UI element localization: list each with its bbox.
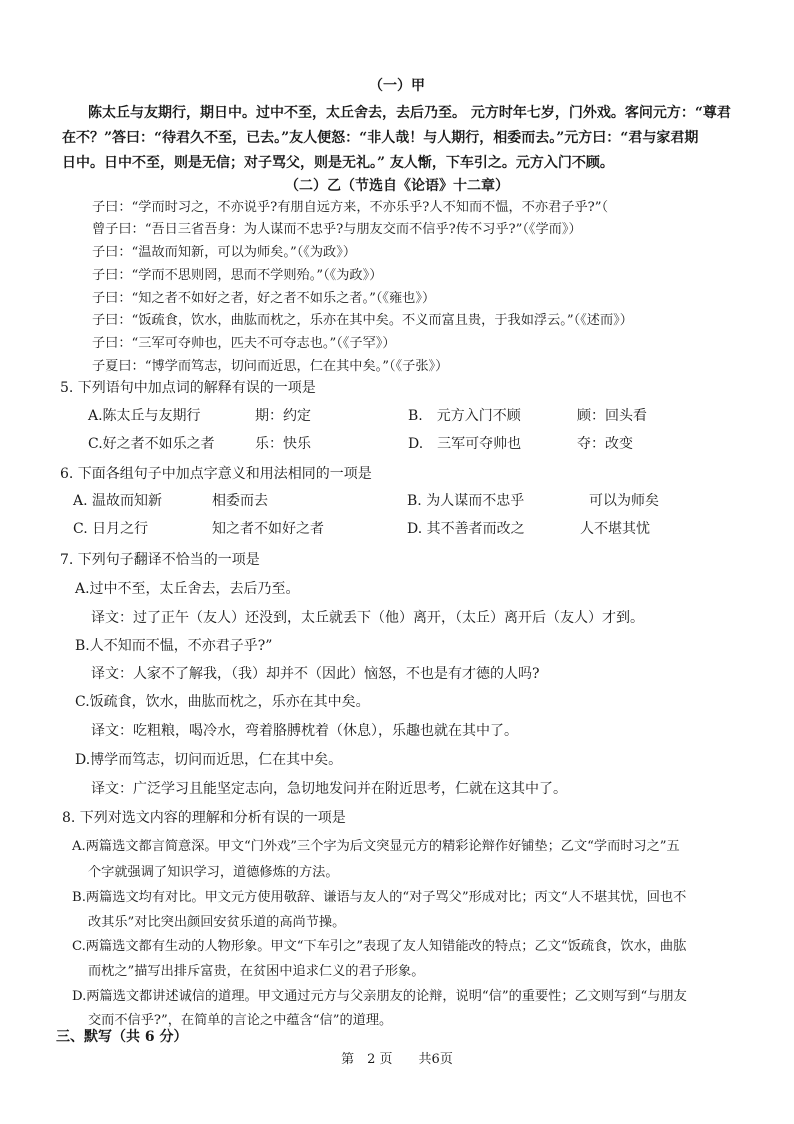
q7-sentence-d: D.博学而笃志，切问而近思，仁在其中矣。 [75,752,343,768]
passage-b-line: 子夏曰：“博学而笃志，切问而近思，仁在其中矣。”（《子张》） [92,359,449,374]
q7-sentence-b: B.人不知而不愠，不亦君子乎?” [75,638,273,654]
passage-b-line: 子曰：“饭疏食，饮水，曲肱而枕之，乐亦在其中矣。不义而富且贵，于我如浮云。”（《述而》） [92,313,633,328]
q6-option-b-compare: 可以为师矣 [589,493,659,509]
q6-option-a-compare: 相委而去 [212,493,268,509]
question-6-stem: 6. 下面各组句子中加点字意义和用法相同的一项是 [60,466,372,482]
passage-a-line: 在不？”答曰：“待君久不至，已去。”友人便怒：“非人哉！与人期行，相委而去。”元方曰：“君与家君期 [62,130,699,146]
q6-option-d-compare: 人不堪其忧 [580,521,650,537]
q7-translation-d: 译文：广泛学习且能坚定志向，急切地发问并在附近思考，仁就在这其中了。 [91,781,567,797]
page-footer: 第 2 页 共6页 [341,1052,453,1067]
q5-option-c-gloss: 乐：快乐 [255,436,311,452]
passage-b-line: 子曰：“三军可夺帅也，匹夫不可夺志也。”（《子罕》） [92,336,396,351]
q6-option-c-compare: 知之者不如好之者 [212,521,324,537]
q6-option-b: B. 为人谋而不忠乎 [407,493,525,509]
q5-option-c: C.好之者不如乐之者 [88,436,215,452]
question-5-stem: 5. 下列语句中加点词的解释有误的一项是 [60,380,316,396]
passage-a-line: 陈太丘与友期行，期日中。过中不至，太丘舍去，去后乃至。 元方时年七岁，门外戏。客问元方：“尊君 [88,105,731,121]
passage-b-line: 曾子曰：“吾日三省吾身：为人谋而不忠乎?与朋友交而不信乎?传不习乎?”（《学而》） [92,222,582,237]
passage-b-line: 子曰：“知之者不如好之者，好之者不如乐之者。”（《雍也》） [92,291,436,306]
q7-translation-a: 译文：过了正午（友人）还没到，太丘就丢下（他）离开，（太丘）离开后（友人）才到。 [91,610,644,626]
q7-sentence-a: A.过中不至，太丘舍去，去后乃至。 [75,581,300,597]
q5-option-b: B. 元方入门不顾 [408,408,521,424]
q8-option-line: 而枕之”描写出排斥富贵，在贫困中追求仁义的君子形象。 [88,964,425,979]
passage-a-heading: （一）甲 [369,78,425,94]
q5-option-d: D. 三军可夺帅也 [408,436,522,452]
question-7-stem: 7. 下列句子翻译不恰当的一项是 [60,552,260,568]
q5-option-a-gloss: 期：约定 [255,408,311,424]
q8-option-line: D.两篇选文都讲述诚信的道理。甲文通过元方与父亲朋友的论辩，说明“信”的重要性；乙文则写到“与朋友 [72,989,687,1004]
passage-b-line: 子曰：“学而时习之，不亦说乎?有朋自远方来，不亦乐乎?人不知而不愠，不亦君子乎?”（ [92,200,609,215]
q8-option-line: C.两篇选文都有生动的人物形象。甲文“下车引之”表现了友人知错能改的特点；乙文“饭疏食，饮水，曲肱 [72,939,687,954]
q7-translation-c: 译文：吃粗粮，喝冷水，弯着胳膊枕着（休息），乐趣也就在其中了。 [91,723,518,739]
question-8-stem: 8. 下列对选文内容的理解和分析有误的一项是 [62,810,346,826]
q8-option-line: 个字就强调了知识学习，道德修炼的方法。 [88,865,339,880]
q5-option-d-gloss: 夺：改变 [577,436,633,452]
section-3-heading: 三、默写（共 6 分） [56,1029,188,1045]
q6-option-c: C. 日月之行 [73,521,149,537]
q6-option-a: A. 温故而知新 [73,493,163,509]
q8-option-line: B.两篇选文均有对比。甲文元方使用敬辞、谦语与友人的“对子骂父”形成对比；丙文“人不堪其忧，回也不 [72,890,687,905]
q8-option-line: A.两篇选文都言简意深。甲文“门外戏”三个字为后文突显元方的精彩论辩作好铺垫；乙文“学而时习之”五 [72,839,680,854]
q7-translation-b: 译文：人家不了解我，（我）却并不（因此）恼怒，不也是有才德的人吗? [91,666,540,682]
passage-a-line: 日中。日中不至，则是无信；对子骂父，则是无礼。” 友人惭，下车引之。元方入门不顾。 [62,155,614,171]
q5-option-b-gloss: 顾：回头看 [577,408,647,424]
q6-option-d: D. 其不善者而改之 [407,521,525,537]
q8-option-line: 交而不信乎?”，在简单的言论之中蕴含“信”的道理。 [88,1013,393,1028]
q8-option-line: 改其乐”对比突出颜回安贫乐道的高尚节操。 [88,915,346,930]
q5-option-a: A.陈太丘与友期行 [88,408,201,424]
passage-b-heading: （二）乙（节选自《论语》十二章） [285,178,509,194]
passage-b-line: 子曰：“学而不思则罔，思而不学则殆。”（《为政》） [92,268,383,283]
q7-sentence-c: C.饭疏食，饮水，曲肱而枕之，乐亦在其中矣。 [75,694,370,710]
passage-b-line: 子曰：“温故而知新，可以为师矣。”（《为政》） [92,245,357,260]
